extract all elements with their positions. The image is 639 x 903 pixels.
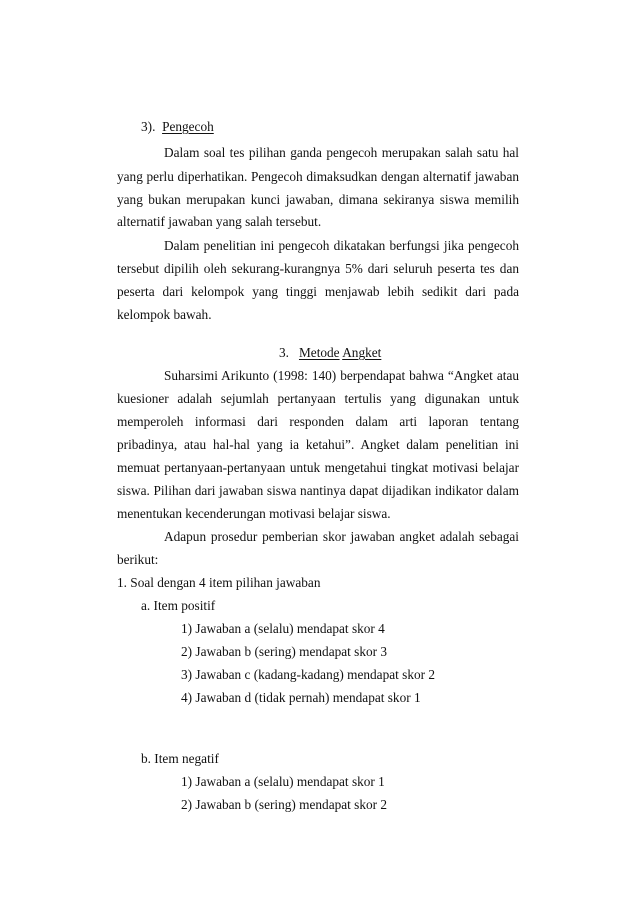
heading-word-metode: Metode xyxy=(298,345,340,360)
para1-line-4: alternatif jawaban yang salah tersebut. xyxy=(117,214,322,229)
para3-line-4: pribadinya, atau hal-hal yang ia ketahui”. Angket dalam penelitian ini xyxy=(117,437,519,452)
para2-line-4: kelompok bawah. xyxy=(117,307,212,322)
para4-line-1: Adapun prosedur pemberian skor jawaban angket adalah sebagai xyxy=(164,529,519,544)
para2-line-3: peserta dari kelompok yang tinggi menjawab lebih sedikit dari pada xyxy=(117,284,519,299)
heading-word-angket: Angket xyxy=(342,345,382,360)
section-heading-pengecoh xyxy=(141,119,214,135)
section-heading-metode-angket xyxy=(279,345,381,361)
list-item: 4) Jawaban d (tidak pernah) mendapat skor 1 xyxy=(181,690,421,705)
para3-line-2: kuesioner adalah sejumlah pertanyaan tertulis yang digunakan untuk xyxy=(117,391,519,406)
list-item: 2) Jawaban b (sering) mendapat skor 2 xyxy=(181,797,388,812)
para1-line-1: Dalam soal tes pilihan ganda pengecoh merupakan salah satu hal xyxy=(164,145,519,160)
list-item: 2) Jawaban b (sering) mendapat skor 3 xyxy=(181,644,388,659)
para3-line-3: memperoleh informasi dari responden dalam arti laporan tentang xyxy=(117,414,519,429)
heading-title: Pengecoh xyxy=(162,119,214,134)
sublist-label-negatif: b. Item negatif xyxy=(141,751,219,766)
para2-line-2: tersebut dipilih oleh sekurang-kurangnya 5% dari seluruh peserta tes dan xyxy=(117,261,519,276)
para4-line-2: berikut: xyxy=(117,552,159,567)
para2-line-1: Dalam penelitian ini pengecoh dikatakan berfungsi jika pengecoh xyxy=(164,238,519,253)
para1-line-2: yang perlu diperhatikan. Pengecoh dimaksudkan dengan alternatif jawaban xyxy=(117,169,519,184)
para3-line-5: memuat pertanyaan-pertanyaan untuk mengetahui tingkat motivasi belajar xyxy=(117,460,519,475)
heading-number: 3. xyxy=(279,345,289,360)
para3-line-7: menentukan kecenderungan motivasi belajar siswa. xyxy=(117,506,391,521)
list-item: 1) Jawaban a (selalu) mendapat skor 4 xyxy=(181,621,385,636)
para3-line-1: Suharsimi Arikunto (1998: 140) berpendapat bahwa “Angket atau xyxy=(164,368,519,383)
sublist-label-positif: a. Item positif xyxy=(141,598,216,613)
para1-line-3: yang bukan merupakan kunci jawaban, dimana sekiranya siswa memilih xyxy=(117,192,519,207)
list-item: 1) Jawaban a (selalu) mendapat skor 1 xyxy=(181,774,385,789)
para3-line-6: siswa. Pilihan dari jawaban siswa nantinya dapat dijadikan indikator dalam xyxy=(117,483,519,498)
list-item: 3) Jawaban c (kadang-kadang) mendapat skor 2 xyxy=(181,667,436,682)
list-title: 1. Soal dengan 4 item pilihan jawaban xyxy=(117,575,321,590)
heading-number: 3). xyxy=(141,119,156,134)
